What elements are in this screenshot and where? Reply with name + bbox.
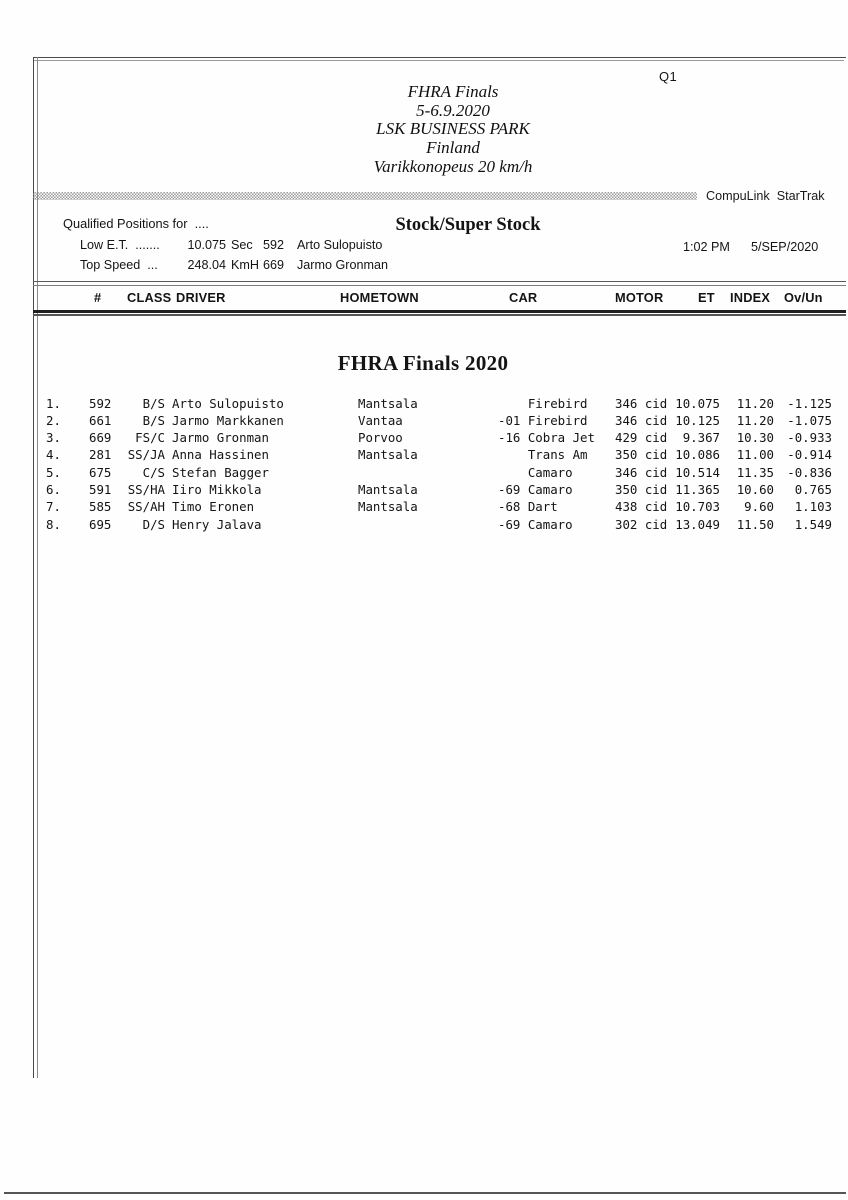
col-header-driver: DRIVER bbox=[176, 289, 226, 305]
row-car: -01 Firebird bbox=[498, 412, 588, 428]
row-hometown: Mantsala bbox=[358, 447, 418, 463]
row-class: SS/HA bbox=[127, 481, 165, 497]
page-border-left bbox=[33, 57, 34, 1078]
row-car: -69 Camaro bbox=[498, 481, 573, 497]
row-position: 3. bbox=[46, 430, 61, 446]
col-header-motor: MOTOR bbox=[615, 289, 664, 305]
row-index: 10.30 bbox=[736, 430, 774, 446]
low-et-value: 10.075 bbox=[187, 238, 226, 252]
header-rule-bottom-thin bbox=[33, 314, 846, 315]
col-header-hometown: HOMETOWN bbox=[340, 289, 419, 305]
col-header-ovun: Ov/Un bbox=[784, 289, 823, 305]
row-ovun: -1.125 bbox=[787, 395, 832, 411]
print-date: 5/SEP/2020 bbox=[751, 240, 819, 254]
row-car: -68 Dart bbox=[498, 499, 558, 515]
low-et-car-number: 592 bbox=[263, 238, 285, 252]
event-venue: LSK BUSINESS PARK bbox=[376, 119, 530, 139]
row-driver: Anna Hassinen bbox=[172, 447, 269, 463]
row-et: 10.514 bbox=[675, 464, 720, 480]
row-car-number: 669 bbox=[89, 430, 112, 446]
top-speed-driver: Jarmo Gronman bbox=[297, 257, 388, 272]
row-et: 13.049 bbox=[675, 516, 720, 532]
row-car-number: 592 bbox=[89, 395, 112, 411]
row-position: 7. bbox=[46, 499, 61, 515]
table-row bbox=[0, 499, 848, 516]
row-index: 11.20 bbox=[736, 412, 774, 428]
class-title: Stock/Super Stock bbox=[395, 215, 541, 235]
top-speed-label: Top Speed ... bbox=[80, 257, 158, 272]
col-header-et: ET bbox=[698, 289, 715, 305]
event-name: FHRA Finals bbox=[407, 82, 499, 101]
row-car-number: 661 bbox=[89, 412, 112, 428]
row-position: 2. bbox=[46, 412, 61, 428]
row-position: 1. bbox=[46, 395, 61, 411]
row-et: 10.703 bbox=[675, 499, 720, 515]
col-header-index: INDEX bbox=[730, 289, 771, 305]
page-border-left-shadow bbox=[37, 57, 38, 1078]
row-et: 10.125 bbox=[675, 412, 720, 428]
results-rows bbox=[0, 396, 848, 534]
row-car-number: 695 bbox=[89, 516, 112, 532]
table-row bbox=[0, 413, 848, 430]
row-index: 9.60 bbox=[744, 499, 774, 515]
page-border-top bbox=[33, 57, 846, 59]
row-index: 11.35 bbox=[736, 464, 774, 480]
row-motor: 429 cid bbox=[615, 430, 668, 446]
header-rule-top bbox=[33, 281, 846, 282]
row-car: Trans Am bbox=[498, 447, 588, 463]
row-car-number: 675 bbox=[89, 464, 112, 480]
top-speed-row bbox=[0, 258, 848, 273]
row-driver: Timo Eronen bbox=[172, 499, 255, 515]
row-class: FS/C bbox=[135, 430, 165, 446]
table-row bbox=[0, 396, 848, 413]
col-header-car: CAR bbox=[509, 289, 538, 305]
row-car-number: 591 bbox=[89, 481, 112, 497]
row-driver: Jarmo Gronman bbox=[172, 430, 269, 446]
row-et: 10.075 bbox=[675, 395, 720, 411]
row-driver: Iiro Mikkola bbox=[172, 481, 262, 497]
row-position: 4. bbox=[46, 447, 61, 463]
row-driver: Henry Jalava bbox=[172, 516, 262, 532]
row-hometown: Mantsala bbox=[358, 481, 418, 497]
row-hometown: Vantaa bbox=[358, 412, 403, 428]
row-car: -69 Camaro bbox=[498, 516, 573, 532]
row-motor: 350 cid bbox=[615, 481, 668, 497]
top-speed-unit: KmH bbox=[231, 257, 259, 272]
table-row bbox=[0, 517, 848, 534]
row-class: SS/JA bbox=[127, 447, 165, 463]
row-index: 11.20 bbox=[736, 395, 774, 411]
low-et-unit: Sec bbox=[231, 238, 253, 252]
page-border-top-shadow bbox=[33, 60, 844, 61]
row-ovun: -0.914 bbox=[787, 447, 832, 463]
col-header-class: CLASS bbox=[127, 289, 172, 305]
halftone-separator-band bbox=[33, 192, 697, 200]
row-car: -16 Cobra Jet bbox=[498, 430, 595, 446]
row-et: 9.367 bbox=[682, 430, 720, 446]
row-motor: 302 cid bbox=[615, 516, 668, 532]
top-speed-value: 248.04 bbox=[187, 257, 226, 272]
event-country: Finland bbox=[426, 138, 480, 158]
row-class: D/S bbox=[142, 516, 165, 532]
row-hometown: Mantsala bbox=[358, 499, 418, 515]
row-hometown: Porvoo bbox=[358, 430, 403, 446]
qualified-positions-heading: Qualified Positions for .... bbox=[63, 216, 209, 231]
row-index: 11.00 bbox=[736, 447, 774, 463]
print-time: 1:02 PM bbox=[683, 240, 730, 254]
row-position: 8. bbox=[46, 516, 61, 532]
row-ovun: -1.075 bbox=[787, 412, 832, 428]
row-motor: 346 cid bbox=[615, 464, 668, 480]
header-rule-bottom-thick bbox=[33, 310, 846, 313]
page-bottom-edge-line bbox=[4, 1192, 846, 1194]
row-ovun: -0.836 bbox=[787, 464, 832, 480]
results-title: FHRA Finals 2020 bbox=[337, 351, 509, 375]
event-header bbox=[374, 83, 533, 177]
table-row bbox=[0, 482, 848, 499]
table-row bbox=[0, 447, 848, 464]
row-et: 10.086 bbox=[675, 447, 720, 463]
row-car: Firebird bbox=[498, 395, 588, 411]
low-et-label: Low E.T. ....... bbox=[80, 238, 160, 252]
row-et: 11.365 bbox=[675, 481, 720, 497]
low-et-driver: Arto Sulopuisto bbox=[297, 238, 383, 252]
top-speed-car-number: 669 bbox=[263, 257, 285, 272]
row-class: B/S bbox=[142, 395, 165, 411]
row-ovun: -0.933 bbox=[787, 430, 832, 446]
row-hometown: Mantsala bbox=[358, 395, 418, 411]
row-ovun: 1.549 bbox=[794, 516, 832, 532]
table-row bbox=[0, 465, 848, 482]
row-car-number: 281 bbox=[89, 447, 112, 463]
row-class: C/S bbox=[142, 464, 165, 480]
row-position: 6. bbox=[46, 481, 61, 497]
row-class: SS/AH bbox=[127, 499, 165, 515]
table-row bbox=[0, 430, 848, 447]
row-motor: 346 cid bbox=[615, 412, 668, 428]
row-ovun: 1.103 bbox=[794, 499, 832, 515]
row-car: Camaro bbox=[498, 464, 573, 480]
row-index: 10.60 bbox=[736, 481, 774, 497]
row-driver: Stefan Bagger bbox=[172, 464, 269, 480]
row-class: B/S bbox=[142, 412, 165, 428]
row-position: 5. bbox=[46, 464, 61, 480]
event-dates: 5-6.9.2020 bbox=[416, 100, 490, 120]
row-car-number: 585 bbox=[89, 499, 112, 515]
col-header-number: # bbox=[94, 289, 102, 305]
row-ovun: 0.765 bbox=[794, 481, 832, 497]
session-label: Q1 bbox=[659, 69, 678, 84]
timing-system-brand: CompuLink StarTrak bbox=[706, 189, 825, 203]
row-index: 11.50 bbox=[736, 516, 774, 532]
row-motor: 350 cid bbox=[615, 447, 668, 463]
row-driver: Arto Sulopuisto bbox=[172, 395, 284, 411]
row-motor: 438 cid bbox=[615, 499, 668, 515]
header-rule-top-shadow bbox=[33, 285, 846, 286]
row-driver: Jarmo Markkanen bbox=[172, 412, 284, 428]
column-header-row bbox=[0, 290, 848, 305]
event-note: Varikkonopeus 20 km/h bbox=[373, 156, 533, 176]
row-motor: 346 cid bbox=[615, 395, 668, 411]
